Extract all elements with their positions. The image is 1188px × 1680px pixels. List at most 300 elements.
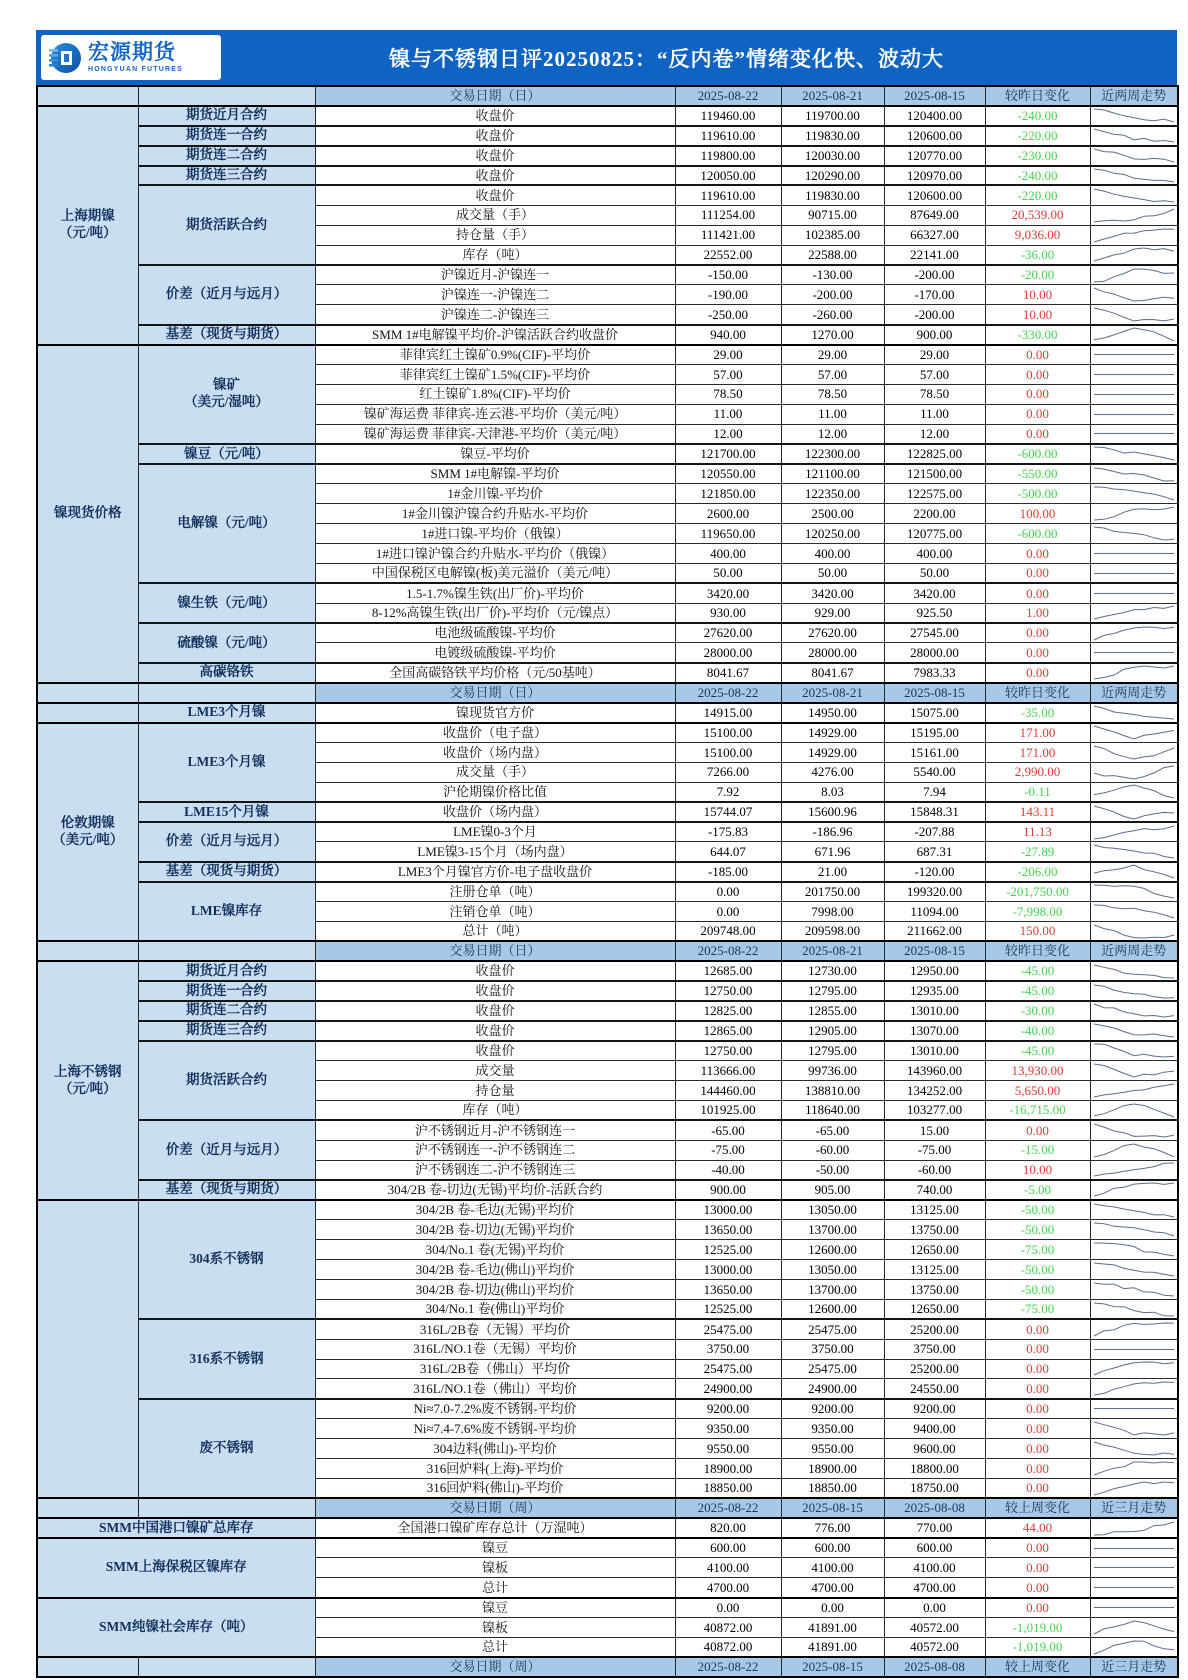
value-cell: 820.00 (675, 1518, 781, 1538)
subsection-label-cell: 期货连二合约 (138, 1001, 315, 1021)
value-cell: 12600.00 (781, 1299, 884, 1319)
value-cell: 119610.00 (675, 126, 781, 146)
value-cell: 671.96 (781, 842, 884, 862)
hongyuan-logo-icon (47, 40, 83, 76)
change-cell: -15.00 (985, 1140, 1090, 1160)
value-cell: 12.00 (884, 424, 985, 444)
sparkline-chart (1092, 127, 1176, 144)
value-cell: 120600.00 (884, 126, 985, 146)
value-cell: 29.00 (675, 345, 781, 365)
column-header-cell: 2025-08-22 (675, 683, 781, 703)
value-cell: 15161.00 (884, 742, 985, 762)
value-cell: 18900.00 (781, 1458, 884, 1478)
date-header-row (37, 1657, 1178, 1677)
value-cell: 9400.00 (884, 1419, 985, 1439)
change-cell: -600.00 (985, 444, 1090, 464)
sparkline-chart (1092, 625, 1176, 642)
change-cell: 0.00 (985, 1578, 1090, 1598)
value-cell: 600.00 (884, 1538, 985, 1558)
sparkline-cell (1090, 1458, 1178, 1478)
sparkline-cell (1090, 1419, 1178, 1439)
value-cell: 40572.00 (884, 1637, 985, 1657)
value-cell: -200.00 (884, 265, 985, 285)
change-cell: -230.00 (985, 146, 1090, 166)
sparkline-cell (1090, 981, 1178, 1001)
table-row (37, 583, 1178, 603)
sparkline-chart (1092, 1520, 1176, 1537)
value-cell: -150.00 (675, 265, 781, 285)
column-header-cell: 2025-08-22 (675, 1657, 781, 1677)
indicator-cell: 沪不锈钢近月-沪不锈钢连一 (315, 1120, 675, 1140)
change-cell: 2,990.00 (985, 762, 1090, 782)
date-header-row (37, 941, 1178, 961)
value-cell: 3750.00 (884, 1339, 985, 1359)
value-cell: 0.00 (884, 1598, 985, 1618)
change-cell: -27.89 (985, 842, 1090, 862)
sparkline-chart (1092, 1202, 1176, 1219)
table-row (37, 623, 1178, 643)
change-cell: -1,019.00 (985, 1618, 1090, 1638)
value-cell: 57.00 (675, 364, 781, 384)
change-cell: 0.00 (985, 563, 1090, 583)
value-cell: 7.94 (884, 782, 985, 802)
change-cell: -50.00 (985, 1260, 1090, 1280)
column-header-cell: 2025-08-21 (781, 941, 884, 961)
subsection-label-cell: 基差（现货与期货） (138, 862, 315, 882)
value-cell: 134252.00 (884, 1081, 985, 1101)
logo-cn-text: 宏源期货 (88, 41, 176, 64)
sparkline-chart (1092, 1559, 1176, 1576)
value-cell: 14915.00 (675, 703, 781, 723)
change-cell: 10.00 (985, 305, 1090, 325)
indicator-cell: 库存（吨） (315, 245, 675, 265)
change-cell: 0.00 (985, 404, 1090, 424)
change-cell: -0.11 (985, 782, 1090, 802)
sparkline-cell (1090, 1379, 1178, 1399)
indicator-cell: 1#金川镍-平均价 (315, 484, 675, 504)
indicator-cell: 304/No.1 卷(佛山)平均价 (315, 1299, 675, 1319)
section-label-cell: SMM中国港口镍矿总库存 (37, 1518, 315, 1538)
indicator-cell: 成交量 (315, 1061, 675, 1081)
value-cell: 12750.00 (675, 1041, 781, 1061)
value-cell: 400.00 (884, 543, 985, 563)
change-cell: -206.00 (985, 862, 1090, 882)
sparkline-chart (1092, 545, 1176, 562)
hongyuan-logo (41, 35, 221, 80)
indicator-cell: 成交量（手） (315, 205, 675, 225)
sparkline-cell (1090, 643, 1178, 663)
value-cell: 13700.00 (781, 1220, 884, 1240)
sparkline-cell (1090, 1299, 1178, 1319)
sparkline-chart (1092, 1082, 1176, 1099)
sparkline-chart (1092, 764, 1176, 781)
value-cell: 9200.00 (675, 1399, 781, 1419)
sparkline-chart (1092, 286, 1176, 303)
change-cell: -500.00 (985, 484, 1090, 504)
sparkline-chart (1092, 1540, 1176, 1557)
change-cell: 20,539.00 (985, 205, 1090, 225)
indicator-cell: 沪镍连一-沪镍连二 (315, 285, 675, 305)
value-cell: 50.00 (884, 563, 985, 583)
sparkline-chart (1092, 1619, 1176, 1636)
sparkline-chart (1092, 246, 1176, 263)
sparkline-chart (1092, 1281, 1176, 1298)
change-cell: 13,930.00 (985, 1061, 1090, 1081)
sparkline-chart (1092, 1321, 1176, 1338)
subsection-label-cell: 价差（近月与远月） (138, 265, 315, 325)
sparkline-chart (1092, 1221, 1176, 1238)
value-cell: 15.00 (884, 1120, 985, 1140)
sparkline-chart (1092, 1241, 1176, 1258)
value-cell: 0.00 (675, 882, 781, 902)
value-cell: 4700.00 (781, 1578, 884, 1598)
value-cell: 144460.00 (675, 1081, 781, 1101)
subsection-label-cell: 镍生铁（元/吨） (138, 583, 315, 623)
value-cell: 9550.00 (781, 1439, 884, 1459)
change-cell: 0.00 (985, 543, 1090, 563)
change-cell: 0.00 (985, 364, 1090, 384)
section-label-cell: 上海期镍 （元/吨） (37, 106, 138, 345)
sparkline-chart (1092, 485, 1176, 502)
table-row (37, 981, 1178, 1001)
value-cell: 776.00 (781, 1518, 884, 1538)
sparkline-cell (1090, 822, 1178, 842)
indicator-cell: 316回炉料(上海)-平均价 (315, 1458, 675, 1478)
value-cell: 4700.00 (884, 1578, 985, 1598)
value-cell: 90715.00 (781, 205, 884, 225)
sparkline-cell (1090, 623, 1178, 643)
indicator-cell: LME镍0-3个月 (315, 822, 675, 842)
sparkline-cell (1090, 285, 1178, 305)
indicator-cell: 304/No.1 卷(无锡)平均价 (315, 1240, 675, 1260)
value-cell: 9600.00 (884, 1439, 985, 1459)
sparkline-chart (1092, 406, 1176, 423)
sparkline-cell (1090, 1598, 1178, 1618)
change-cell: 0.00 (985, 643, 1090, 663)
change-cell: -220.00 (985, 126, 1090, 146)
sparkline-chart (1092, 1360, 1176, 1377)
sparkline-cell (1090, 882, 1178, 902)
sparkline-chart (1092, 903, 1176, 920)
value-cell: 9350.00 (781, 1419, 884, 1439)
change-cell: -40.00 (985, 1021, 1090, 1041)
section-label-cell (37, 703, 138, 723)
report-banner (36, 30, 1177, 85)
sparkline-cell (1090, 1021, 1178, 1041)
indicator-cell: 镍矿海运费 菲律宾-连云港-平均价（美元/吨） (315, 404, 675, 424)
table-row (37, 325, 1178, 345)
value-cell: 7266.00 (675, 762, 781, 782)
section-label-cell: 上海不锈钢 （元/吨） (37, 961, 138, 1200)
value-cell: 7.92 (675, 782, 781, 802)
value-cell: 11094.00 (884, 902, 985, 922)
value-cell: 12525.00 (675, 1299, 781, 1319)
daily-report-table (36, 85, 1179, 1678)
column-header-cell: 2025-08-15 (781, 1657, 884, 1677)
value-cell: 13125.00 (884, 1260, 985, 1280)
change-cell: 0.00 (985, 1319, 1090, 1339)
value-cell: 13125.00 (884, 1200, 985, 1220)
sparkline-chart (1092, 963, 1176, 980)
change-cell: 0.00 (985, 424, 1090, 444)
value-cell: 400.00 (675, 543, 781, 563)
header-blank-cell (138, 941, 315, 961)
value-cell: 102385.00 (781, 225, 884, 245)
column-header-cell: 2025-08-15 (884, 86, 985, 106)
value-cell: 12905.00 (781, 1021, 884, 1041)
value-cell: 12525.00 (675, 1240, 781, 1260)
value-cell: 8.03 (781, 782, 884, 802)
value-cell: 119800.00 (675, 146, 781, 166)
sparkline-cell (1090, 1439, 1178, 1459)
value-cell: 13650.00 (675, 1279, 781, 1299)
value-cell: 209598.00 (781, 921, 884, 941)
sparkline-cell (1090, 921, 1178, 941)
indicator-cell: 316L/2B卷（佛山）平均价 (315, 1359, 675, 1379)
value-cell: 120050.00 (675, 166, 781, 186)
value-cell: 21.00 (781, 862, 884, 882)
indicator-cell: 电镀级硫酸镍-平均价 (315, 643, 675, 663)
table-row (37, 265, 1178, 285)
sparkline-cell (1090, 1478, 1178, 1498)
column-header-cell: 2025-08-22 (675, 86, 781, 106)
sparkline-cell (1090, 762, 1178, 782)
value-cell: 12650.00 (884, 1240, 985, 1260)
sparkline-chart (1092, 1102, 1176, 1119)
value-cell: 199320.00 (884, 882, 985, 902)
value-cell: 27620.00 (675, 623, 781, 643)
value-cell: 66327.00 (884, 225, 985, 245)
sparkline-chart (1092, 1062, 1176, 1079)
subsection-label-cell: 价差（近月与远月） (138, 1120, 315, 1180)
table-row (37, 862, 1178, 882)
sparkline-cell (1090, 1180, 1178, 1200)
sparkline-cell (1090, 742, 1178, 762)
value-cell: -170.00 (884, 285, 985, 305)
sparkline-cell (1090, 802, 1178, 822)
subsection-label-cell: LME镍库存 (138, 882, 315, 942)
subsection-label-cell: 期货连一合约 (138, 126, 315, 146)
sparkline-cell (1090, 1120, 1178, 1140)
change-cell: 0.00 (985, 1598, 1090, 1618)
sparkline-cell (1090, 603, 1178, 623)
table-row (37, 345, 1178, 365)
value-cell: 15600.96 (781, 802, 884, 822)
change-cell: -50.00 (985, 1200, 1090, 1220)
change-cell: 1.00 (985, 603, 1090, 623)
value-cell: 120770.00 (884, 146, 985, 166)
value-cell: 113666.00 (675, 1061, 781, 1081)
change-cell: -20.00 (985, 265, 1090, 285)
value-cell: 8041.67 (675, 663, 781, 683)
sparkline-cell (1090, 265, 1178, 285)
value-cell: 13000.00 (675, 1260, 781, 1280)
sparkline-chart (1092, 445, 1176, 462)
value-cell: 138810.00 (781, 1081, 884, 1101)
change-cell: 0.00 (985, 1399, 1090, 1419)
value-cell: 13050.00 (781, 1260, 884, 1280)
value-cell: 119830.00 (781, 185, 884, 205)
sparkline-chart (1092, 843, 1176, 860)
value-cell: 28000.00 (884, 643, 985, 663)
header-blank-cell (37, 941, 138, 961)
value-cell: -175.83 (675, 822, 781, 842)
value-cell: -200.00 (884, 305, 985, 325)
indicator-cell: 304/2B 卷-切边(无锡)平均价 (315, 1220, 675, 1240)
change-cell: -16,715.00 (985, 1100, 1090, 1120)
indicator-cell: 电池级硫酸镍-平均价 (315, 623, 675, 643)
indicator-cell: 镍板 (315, 1558, 675, 1578)
sparkline-cell (1090, 1637, 1178, 1657)
sparkline-chart (1092, 704, 1176, 721)
value-cell: 119700.00 (781, 106, 884, 126)
sparkline-cell (1090, 1220, 1178, 1240)
value-cell: 929.00 (781, 603, 884, 623)
sparkline-cell (1090, 663, 1178, 683)
value-cell: -120.00 (884, 862, 985, 882)
value-cell: -60.00 (781, 1140, 884, 1160)
table-row (37, 802, 1178, 822)
change-cell: 0.00 (985, 623, 1090, 643)
sparkline-cell (1090, 842, 1178, 862)
table-row (37, 146, 1178, 166)
value-cell: 7998.00 (781, 902, 884, 922)
column-header-cell: 交易日期（周） (315, 1657, 675, 1677)
indicator-cell: 1#金川镍沪镍合约升贴水-平均价 (315, 504, 675, 524)
sparkline-cell (1090, 1041, 1178, 1061)
subsection-label-cell: 期货连二合约 (138, 146, 315, 166)
value-cell: 4100.00 (781, 1558, 884, 1578)
sparkline-cell (1090, 1339, 1178, 1359)
value-cell: 12685.00 (675, 961, 781, 981)
column-header-cell: 2025-08-21 (781, 683, 884, 703)
header-blank-cell (138, 86, 315, 106)
value-cell: 7983.33 (884, 663, 985, 683)
subsection-label-cell: 基差（现货与期货） (138, 1180, 315, 1200)
value-cell: 15100.00 (675, 723, 781, 743)
value-cell: 644.07 (675, 842, 781, 862)
value-cell: 121850.00 (675, 484, 781, 504)
value-cell: 40872.00 (675, 1618, 781, 1638)
change-cell: -30.00 (985, 1001, 1090, 1021)
change-cell: 0.00 (985, 1379, 1090, 1399)
table-row (37, 126, 1178, 146)
subsection-label-cell: 期货连三合约 (138, 1021, 315, 1041)
value-cell: 120400.00 (884, 106, 985, 126)
value-cell: 57.00 (781, 364, 884, 384)
column-header-cell: 2025-08-08 (884, 1657, 985, 1677)
table-row (37, 1319, 1178, 1339)
subsection-label-cell: 期货活跃合约 (138, 185, 315, 265)
value-cell: 9350.00 (675, 1419, 781, 1439)
subsection-label-cell: 期货连三合约 (138, 166, 315, 186)
sparkline-chart (1092, 207, 1176, 224)
indicator-cell: 316L/NO.1卷（佛山）平均价 (315, 1379, 675, 1399)
column-header-cell: 2025-08-22 (675, 941, 781, 961)
sparkline-cell (1090, 782, 1178, 802)
sparkline-chart (1092, 1420, 1176, 1437)
report-table-wrap (36, 85, 1177, 1678)
indicator-cell: 316L/2B卷（无锡）平均价 (315, 1319, 675, 1339)
value-cell: 119610.00 (675, 185, 781, 205)
value-cell: 121700.00 (675, 444, 781, 464)
header-blank-cell (37, 1657, 138, 1677)
column-header-cell: 较昨日变化 (985, 941, 1090, 961)
column-header-cell: 近两周走势 (1090, 683, 1178, 703)
change-cell: 0.00 (985, 1558, 1090, 1578)
value-cell: 13050.00 (781, 1200, 884, 1220)
subsection-label-cell: 基差（现货与期货） (138, 325, 315, 345)
value-cell: 25475.00 (675, 1359, 781, 1379)
indicator-cell: 304边料(佛山)-平均价 (315, 1439, 675, 1459)
sparkline-cell (1090, 1240, 1178, 1260)
value-cell: 18800.00 (884, 1458, 985, 1478)
indicator-cell: 收盘价 (315, 961, 675, 981)
sparkline-chart (1092, 1142, 1176, 1159)
change-cell: -550.00 (985, 464, 1090, 484)
report-title: 镍与不锈钢日评20250825：“反内卷”情绪变化快、波动大 (389, 46, 944, 71)
column-header-cell: 交易日期（周） (315, 1498, 675, 1518)
change-cell: 171.00 (985, 723, 1090, 743)
indicator-cell: SMM 1#电解镍-平均价 (315, 464, 675, 484)
value-cell: 4700.00 (675, 1578, 781, 1598)
indicator-cell: 收盘价 (315, 1001, 675, 1021)
subsection-label-cell: 价差（近月与远月） (138, 822, 315, 862)
indicator-cell: 304/2B 卷-毛边(佛山)平均价 (315, 1260, 675, 1280)
indicator-cell: 1#进口镍沪镍合约升贴水-平均价（俄镍） (315, 543, 675, 563)
change-cell: -5.00 (985, 1180, 1090, 1200)
header-blank-cell (37, 683, 138, 703)
sparkline-cell (1090, 1359, 1178, 1379)
indicator-cell: LME镍3-15个月（场内盘） (315, 842, 675, 862)
column-header-cell: 近两周走势 (1090, 86, 1178, 106)
sparkline-chart (1092, 267, 1176, 284)
value-cell: -207.88 (884, 822, 985, 842)
change-cell: 44.00 (985, 1518, 1090, 1538)
value-cell: 28000.00 (781, 643, 884, 663)
table-row (37, 822, 1178, 842)
value-cell: -65.00 (675, 1120, 781, 1140)
value-cell: 940.00 (675, 325, 781, 345)
value-cell: -186.96 (781, 822, 884, 842)
change-cell: -600.00 (985, 524, 1090, 544)
change-cell: -240.00 (985, 166, 1090, 186)
indicator-cell: 成交量（手） (315, 762, 675, 782)
value-cell: 25200.00 (884, 1319, 985, 1339)
value-cell: 4276.00 (781, 762, 884, 782)
column-header-cell: 2025-08-08 (884, 1498, 985, 1518)
header-blank-cell (138, 683, 315, 703)
change-cell: 171.00 (985, 742, 1090, 762)
indicator-cell: 总计（吨） (315, 921, 675, 941)
sparkline-cell (1090, 1319, 1178, 1339)
sparkline-chart (1092, 804, 1176, 821)
sparkline-cell (1090, 225, 1178, 245)
value-cell: -50.00 (781, 1160, 884, 1180)
sparkline-chart (1092, 863, 1176, 880)
change-cell: 0.00 (985, 1339, 1090, 1359)
sparkline-chart (1092, 107, 1176, 124)
sparkline-chart (1092, 366, 1176, 383)
value-cell: 120290.00 (781, 166, 884, 186)
indicator-cell: 304/2B 卷-切边(佛山)平均价 (315, 1279, 675, 1299)
change-cell: 10.00 (985, 285, 1090, 305)
change-cell: 0.00 (985, 1458, 1090, 1478)
column-header-cell: 较上周变化 (985, 1657, 1090, 1677)
column-header-cell: 近三月走势 (1090, 1498, 1178, 1518)
value-cell: 25475.00 (675, 1319, 781, 1339)
value-cell: 50.00 (781, 563, 884, 583)
